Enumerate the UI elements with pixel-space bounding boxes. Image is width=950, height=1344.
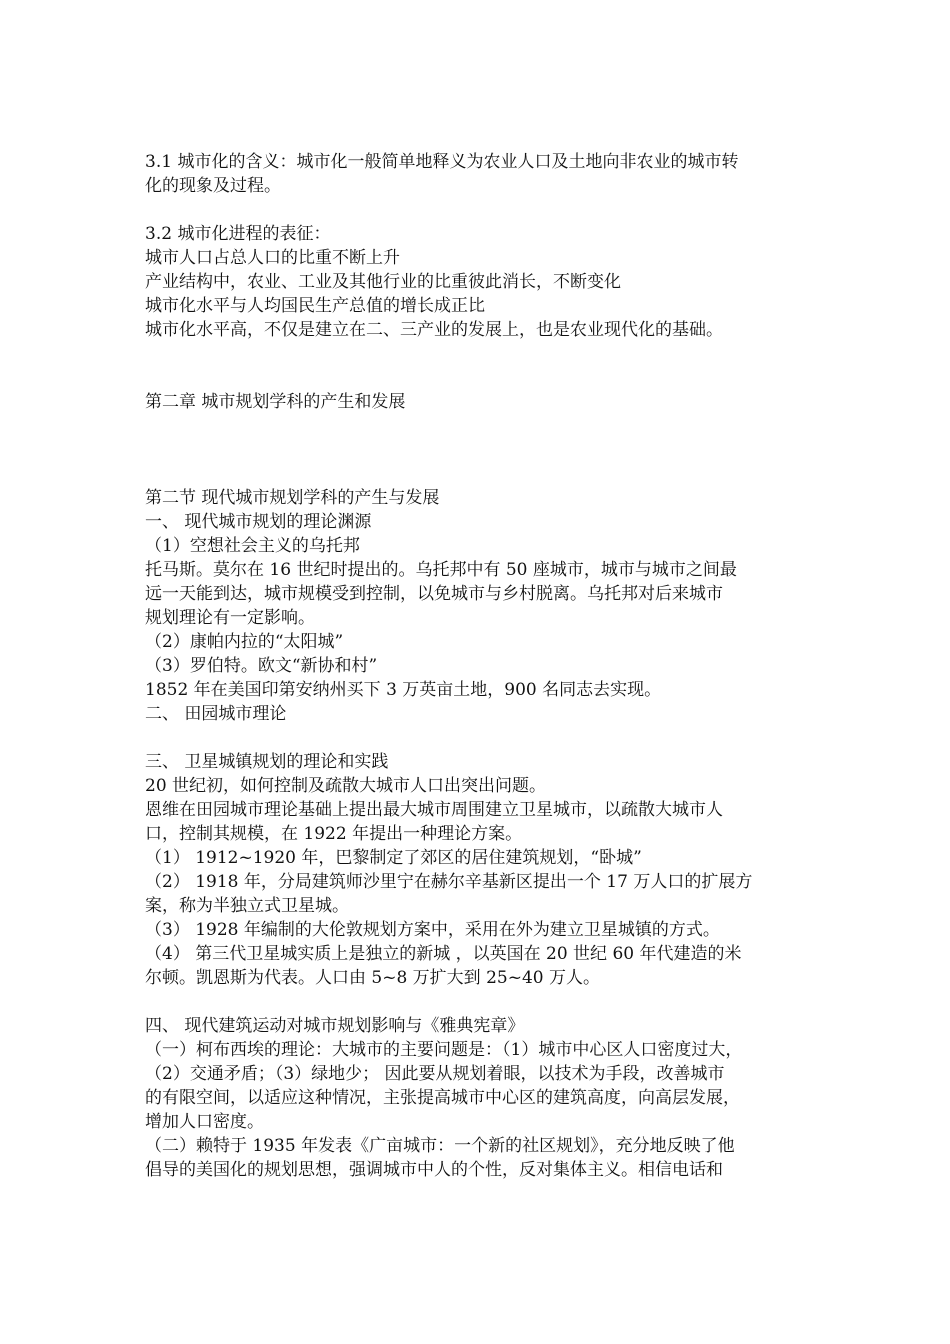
paragraph-line: 倡导的美国化的规划思想，强调城市中人的个性，反对集体主义。相信电话和 [145, 1160, 723, 1180]
paragraph-line: 1852 年在美国印第安纳州买下 3 万英亩土地，900 名同志去实现。 [145, 680, 662, 700]
subsection-heading: 一、 现代城市规划的理论渊源 [145, 512, 372, 532]
blank-line [145, 726, 815, 750]
section-heading: 第二节 现代城市规划学科的产生与发展 [145, 488, 440, 508]
subsection-heading: 二、 田园城市理论 [145, 704, 287, 724]
paragraph-line: 增加人口密度。 [145, 1112, 264, 1132]
paragraph-line: 恩维在田园城市理论基础上提出最大城市周围建立卫星城市，以疏散大城市人 [145, 800, 723, 820]
list-item: （2）康帕内拉的“太阳城” [145, 632, 344, 652]
list-item: （3）罗伯特。欧文“新协和村” [145, 656, 378, 676]
blank-line [145, 414, 815, 486]
chapter-heading: 第二章 城市规划学科的产生和发展 [145, 392, 406, 412]
paragraph-line: 3.1 城市化的含义：城市化一般简单地释义为农业人口及土地向非农业的城市转 [145, 152, 739, 172]
paragraph-line: 城市人口占总人口的比重不断上升 [145, 248, 400, 268]
paragraph-line: 城市化水平高，不仅是建立在二、三产业的发展上，也是农业现代化的基础。 [145, 320, 723, 340]
section-heading: 3.2 城市化进程的表征： [145, 224, 331, 244]
paragraph-line: 案，称为半独立式卫星城。 [145, 896, 349, 916]
list-item: （1）空想社会主义的乌托邦 [145, 536, 360, 556]
list-item: （2） 1918 年，分局建筑师沙里宁在赫尔辛基新区提出一个 17 万人口的扩展方 [145, 872, 753, 892]
paragraph-line: 托马斯。莫尔在 16 世纪时提出的。乌托邦中有 50 座城市，城市与城市之间最 [145, 560, 737, 580]
paragraph-line: （2）交通矛盾；（3）绿地少； 因此要从规划着眼，以技术为手段，改善城市 [145, 1064, 725, 1084]
list-item: （1） 1912~1920 年，巴黎制定了郊区的居住建筑规划，“卧城” [145, 848, 642, 868]
paragraph-line: 尔顿。凯恩斯为代表。人口由 5~8 万扩大到 25~40 万人。 [145, 968, 600, 988]
subsection-heading: 三、 卫星城镇规划的理论和实践 [145, 752, 389, 772]
paragraph-line: 产业结构中，农业、工业及其他行业的比重彼此消长，不断变化 [145, 272, 621, 292]
list-item: （4） 第三代卫星城实质上是独立的新城 ，以英国在 20 世纪 60 年代建造的米 [145, 944, 742, 964]
paragraph-line: （二）赖特于 1935 年发表《广亩城市：一个新的社区规划》，充分地反映了他 [145, 1136, 735, 1156]
paragraph-line: 远一天能到达，城市规模受到控制，以免城市与乡村脱离。乌托邦对后来城市 [145, 584, 723, 604]
paragraph-line: （一）柯布西埃的理论：大城市的主要问题是：（1）城市中心区人口密度过大， [145, 1040, 743, 1060]
paragraph-line: 城市化水平与人均国民生产总值的增长成正比 [145, 296, 485, 316]
subsection-heading: 四、 现代建筑运动对城市规划影响与《雅典宪章》 [145, 1016, 525, 1036]
document-body [145, 150, 815, 1182]
paragraph-line: 化的现象及过程。 [145, 176, 281, 196]
paragraph-line: 的有限空间，以适应这种情况，主张提高城市中心区的建筑高度，向高层发展， [145, 1088, 740, 1108]
list-item: （3） 1928 年编制的大伦敦规划方案中，采用在外为建立卫星城镇的方式。 [145, 920, 720, 940]
blank-line [145, 342, 815, 390]
blank-line [145, 198, 815, 222]
paragraph-line: 规划理论有一定影响。 [145, 608, 315, 628]
paragraph-line: 口，控制其规模，在 1922 年提出一种理论方案。 [145, 824, 523, 844]
paragraph-line: 20 世纪初，如何控制及疏散大城市人口出突出问题。 [145, 776, 547, 796]
blank-line [145, 990, 815, 1014]
